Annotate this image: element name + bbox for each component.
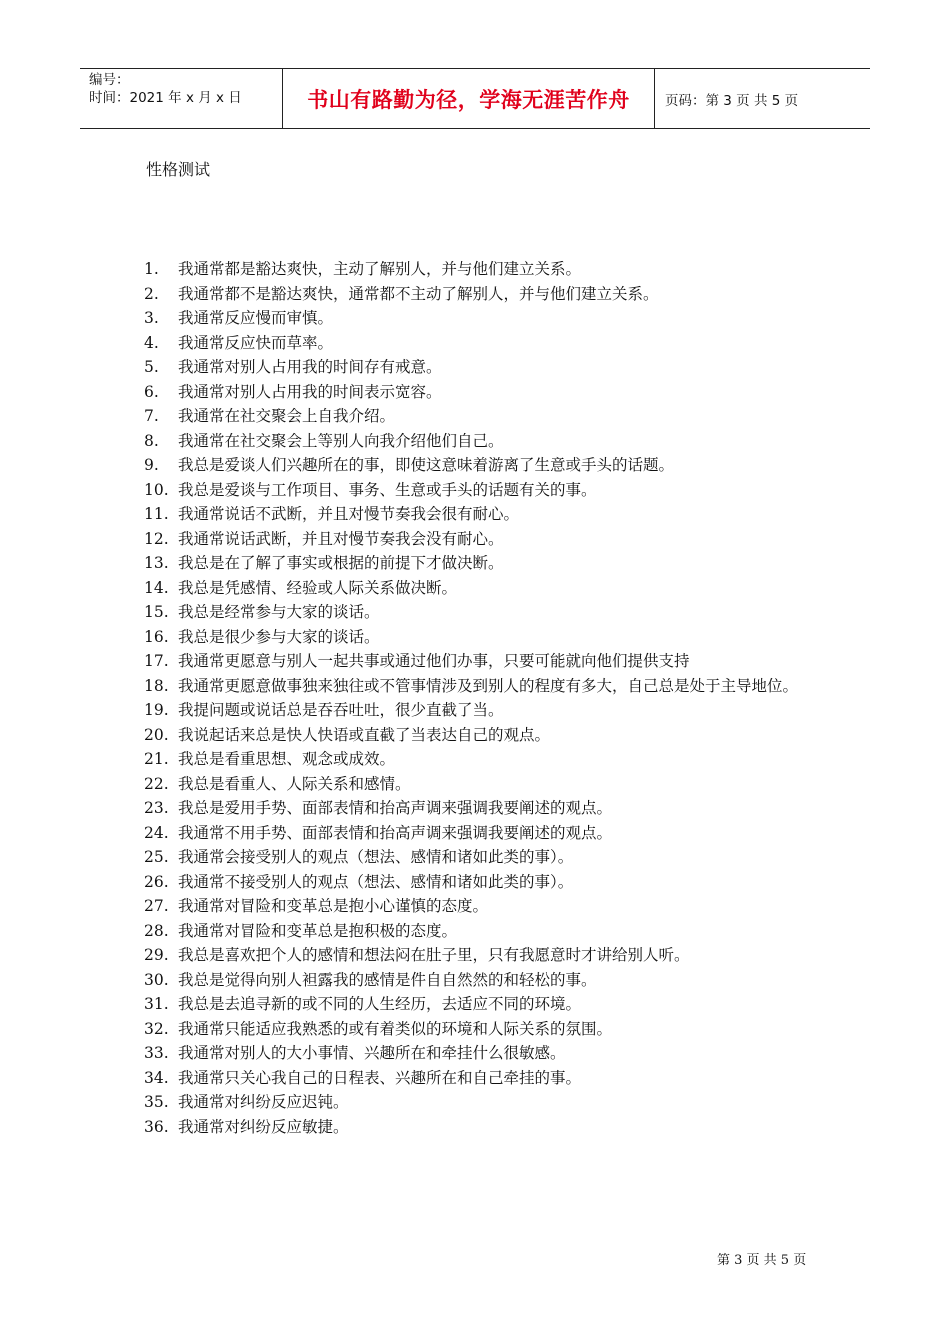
- question-number: 20.: [144, 725, 169, 744]
- header-meta-cell: [80, 69, 282, 128]
- question-number: 18.: [144, 676, 169, 695]
- question-text: 我总是很少参与大家的谈话。: [178, 627, 380, 646]
- question-text: 我通常都是豁达爽快，主动了解别人，并与他们建立关系。: [178, 260, 582, 278]
- question-item: [144, 1066, 824, 1091]
- question-text: 我总是在了解了事实或根据的前提下才做决断。: [178, 554, 504, 572]
- question-number: 35.: [144, 1093, 169, 1111]
- question-text: 我总是经常参与大家的谈话。: [178, 603, 380, 621]
- question-text: 我总是喜欢把个人的感情和想法闷在肚子里，只有我愿意时才讲给别人听。: [178, 946, 690, 964]
- question-item: [144, 674, 824, 699]
- question-number: 12.: [144, 529, 169, 548]
- question-item: [144, 257, 824, 282]
- question-number: 31.: [144, 995, 169, 1013]
- question-text: 我总是去追寻新的或不同的人生经历，去适应不同的环境。: [178, 995, 582, 1013]
- question-item: [144, 527, 824, 552]
- question-text: 我通常说话不武断，并且对慢节奏我会很有耐心。: [178, 505, 520, 523]
- question-number: 19.: [144, 701, 169, 719]
- question-number: 4.: [144, 333, 159, 352]
- question-number: 8.: [144, 431, 159, 450]
- question-item: [144, 576, 824, 601]
- question-list: [144, 257, 824, 1139]
- question-item: [144, 404, 824, 429]
- question-number: 14.: [144, 578, 169, 597]
- question-text: 我通常都不是豁达爽快，通常都不主动了解别人，并与他们建立关系。: [178, 284, 659, 303]
- question-number: 10.: [144, 480, 169, 499]
- question-item: [144, 355, 824, 380]
- question-item: [144, 821, 824, 846]
- question-number: 21.: [144, 750, 169, 768]
- question-text: 我提问题或说话总是吞吞吐吐，很少直截了当。: [178, 701, 504, 719]
- question-number: 28.: [144, 921, 169, 940]
- question-number: 34.: [144, 1068, 169, 1087]
- question-item: [144, 502, 824, 527]
- question-text: 我通常对纠纷反应敏捷。: [178, 1117, 349, 1136]
- question-text: 我总是觉得向别人袒露我的感情是件自自然然的和轻松的事。: [178, 970, 597, 989]
- question-text: 我说起话来总是快人快语或直截了当表达自己的观点。: [178, 725, 551, 744]
- question-text: 我通常更愿意与别人一起共事或通过他们办事，只要可能就向他们提供支持: [178, 652, 690, 670]
- question-number: 5.: [144, 358, 159, 376]
- question-number: 27.: [144, 897, 169, 915]
- question-item: [144, 894, 824, 919]
- header-page-code: 页码：第 3 页 共 5 页: [665, 92, 799, 109]
- question-text: 我通常不接受别人的观点（想法、感情和诸如此类的事）。: [178, 872, 574, 891]
- question-number: 29.: [144, 946, 169, 964]
- question-text: 我总是爱谈人们兴趣所在的事，即使这意味着游离了生意或手头的话题。: [178, 456, 675, 474]
- question-item: [144, 943, 824, 968]
- question-text: 我通常更愿意做事独来独往或不管事情涉及到别人的程度有多大，自己总是处于主导地位。: [178, 676, 799, 695]
- header-page-cell: [655, 69, 870, 128]
- question-number: 1.: [144, 260, 159, 278]
- question-text: 我总是凭感情、经验或人际关系做决断。: [178, 578, 458, 597]
- question-text: 我总是爱用手势、面部表情和抬高声调来强调我要阐述的观点。: [178, 799, 613, 817]
- question-item: [144, 282, 824, 307]
- question-item: [144, 968, 824, 993]
- page-header: [80, 68, 870, 129]
- question-item: [144, 331, 824, 356]
- question-item: [144, 870, 824, 895]
- question-number: 3.: [144, 309, 159, 327]
- question-item: [144, 919, 824, 944]
- document-title: 性格测试: [146, 160, 211, 179]
- question-item: [144, 380, 824, 405]
- question-text: 我通常只能适应我熟悉的或有着类似的环境和人际关系的氛围。: [178, 1019, 613, 1038]
- question-number: 36.: [144, 1117, 169, 1136]
- question-item: [144, 772, 824, 797]
- question-item: [144, 453, 824, 478]
- question-text: 我通常对冒险和变革总是抱小心谨慎的态度。: [178, 897, 489, 915]
- question-text: 我通常在社交聚会上等别人向我介绍他们自己。: [178, 431, 504, 450]
- question-text: 我通常对纠纷反应迟钝。: [178, 1093, 349, 1111]
- question-number: 32.: [144, 1019, 169, 1038]
- question-number: 30.: [144, 970, 169, 989]
- question-text: 我通常反应快而草率。: [178, 333, 334, 352]
- question-item: [144, 306, 824, 331]
- document-date-label: 时间：2021 年 x 月 x 日: [89, 90, 242, 106]
- question-item: [144, 796, 824, 821]
- question-item: [144, 1115, 824, 1140]
- document-number-label: 编号：: [89, 72, 130, 88]
- question-number: 11.: [144, 505, 169, 523]
- question-number: 24.: [144, 823, 169, 842]
- question-number: 23.: [144, 799, 169, 817]
- question-number: 22.: [144, 774, 169, 793]
- question-number: 26.: [144, 872, 169, 891]
- question-item: [144, 747, 824, 772]
- question-text: 我通常对别人占用我的时间存有戒意。: [178, 358, 442, 376]
- question-item: [144, 625, 824, 650]
- question-number: 7.: [144, 407, 159, 425]
- question-text: 我通常说话武断，并且对慢节奏我会没有耐心。: [178, 529, 504, 548]
- question-item: [144, 600, 824, 625]
- question-number: 2.: [144, 284, 159, 303]
- question-item: [144, 649, 824, 674]
- page-footer: 第 3 页 共 5 页: [717, 1253, 807, 1268]
- header-motto: 书山有路勤为径，学海无涯苦作舟: [307, 87, 630, 112]
- question-text: 我通常会接受别人的观点（想法、感情和诸如此类的事）。: [178, 848, 574, 866]
- question-number: 16.: [144, 627, 169, 646]
- question-text: 我通常反应慢而审慎。: [178, 309, 334, 327]
- question-text: 我总是看重人、人际关系和感情。: [178, 774, 411, 793]
- question-item: [144, 1017, 824, 1042]
- question-text: 我总是爱谈与工作项目、事务、生意或手头的话题有关的事。: [178, 480, 597, 499]
- question-item: [144, 478, 824, 503]
- question-number: 6.: [144, 382, 159, 401]
- question-item: [144, 1090, 824, 1115]
- question-number: 25.: [144, 848, 169, 866]
- question-number: 33.: [144, 1044, 169, 1062]
- question-text: 我通常不用手势、面部表情和抬高声调来强调我要阐述的观点。: [178, 823, 613, 842]
- question-item: [144, 551, 824, 576]
- question-text: 我通常对别人占用我的时间表示宽容。: [178, 382, 442, 401]
- question-number: 15.: [144, 603, 169, 621]
- question-item: [144, 1041, 824, 1066]
- question-item: [144, 429, 824, 454]
- question-text: 我总是看重思想、观念或成效。: [178, 750, 396, 768]
- question-item: [144, 845, 824, 870]
- question-number: 17.: [144, 652, 169, 670]
- question-item: [144, 992, 824, 1017]
- question-item: [144, 723, 824, 748]
- header-motto-cell: [282, 69, 655, 128]
- question-text: 我通常在社交聚会上自我介绍。: [178, 407, 396, 425]
- question-item: [144, 698, 824, 723]
- question-text: 我通常对冒险和变革总是抱积极的态度。: [178, 921, 458, 940]
- question-text: 我通常只关心我自己的日程表、兴趣所在和自己牵挂的事。: [178, 1068, 582, 1087]
- question-text: 我通常对别人的大小事情、兴趣所在和牵挂什么很敏感。: [178, 1044, 566, 1062]
- question-number: 13.: [144, 554, 169, 572]
- question-number: 9.: [144, 456, 159, 474]
